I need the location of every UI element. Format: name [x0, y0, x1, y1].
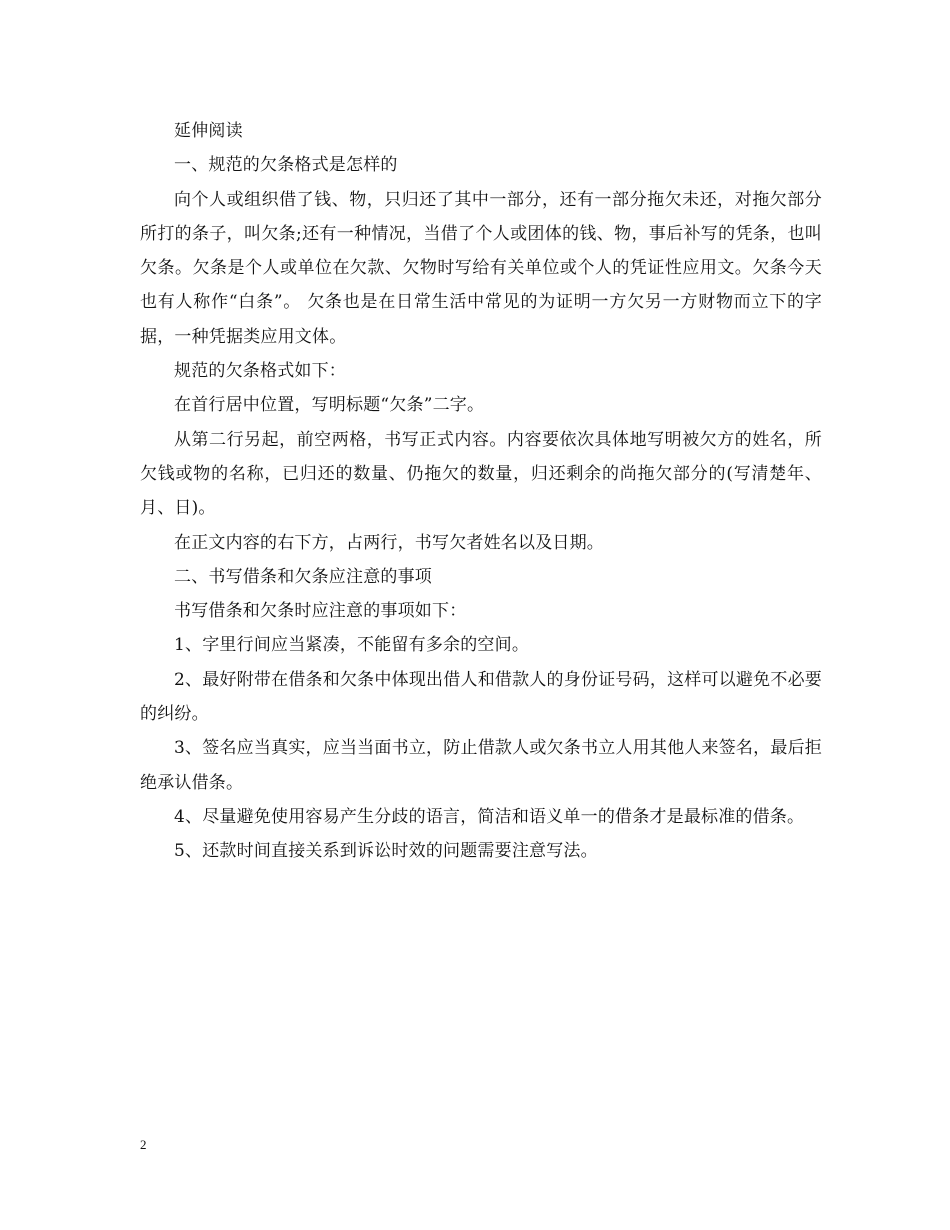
list-item-2: 2、最好附带在借条和欠条中体现出借人和借款人的身份证号码，这样可以避免不必要的纠纷。	[140, 669, 822, 725]
paragraph-iou-definition: 向个人或组织借了钱、物，只归还了其中一部分，还有一部分拖欠未还，对拖欠部分所打的条子，叫欠条;还有一种情况，当借了个人或团体的钱、物，事后补写的凭条，也叫欠条。欠条是个人或单位在欠款、欠物时写给有关单位或个人的凭证性应用文。欠条今天也有人称作“白条”。 欠条也是在日常生活中常见的为证明一方欠另一方财物而立下的字据，一种凭据类应用文体。	[140, 189, 822, 347]
paragraph-notes-intro: 书写借条和欠条时应注意的事项如下：	[174, 601, 467, 622]
list-item-5: 5、还款时间直接关系到诉讼时效的问题需要注意写法。	[174, 841, 598, 862]
list-item-4: 4、尽量避免使用容易产生分歧的语言，简洁和语义单一的借条才是最标准的借条。	[174, 806, 805, 827]
list-item-3: 3、签名应当真实，应当当面书立，防止借款人或欠条书立人用其他人来签名，最后拒绝承认借条。	[140, 738, 822, 793]
heading-extended-reading: 延伸阅读	[174, 121, 243, 141]
page-number: 2	[140, 1137, 147, 1152]
paragraph-title-rule: 在首行居中位置，写明标题“欠条”二字。	[174, 395, 485, 416]
section-heading-notes: 二、书写借条和欠条应注意的事项	[174, 566, 432, 587]
paragraph-signature-rule: 在正文内容的右下方，占两行，书写欠者姓名以及日期。	[174, 532, 604, 553]
list-item-1: 1、字里行间应当紧凑，不能留有多余的空间。	[174, 635, 530, 656]
paragraph-format-intro: 规范的欠条格式如下：	[174, 361, 346, 382]
section-heading-iou-format: 一、规范的欠条格式是怎样的	[174, 155, 398, 176]
document-body	[140, 114, 822, 869]
paragraph-body-rule: 从第二行另起，前空两格，书写正式内容。内容要依次具体地写明被欠方的姓名，所欠钱或物的名称，已归还的数量、仍拖欠的数量，归还剩余的尚拖欠部分的(写清楚年、月、日)。	[140, 429, 822, 519]
